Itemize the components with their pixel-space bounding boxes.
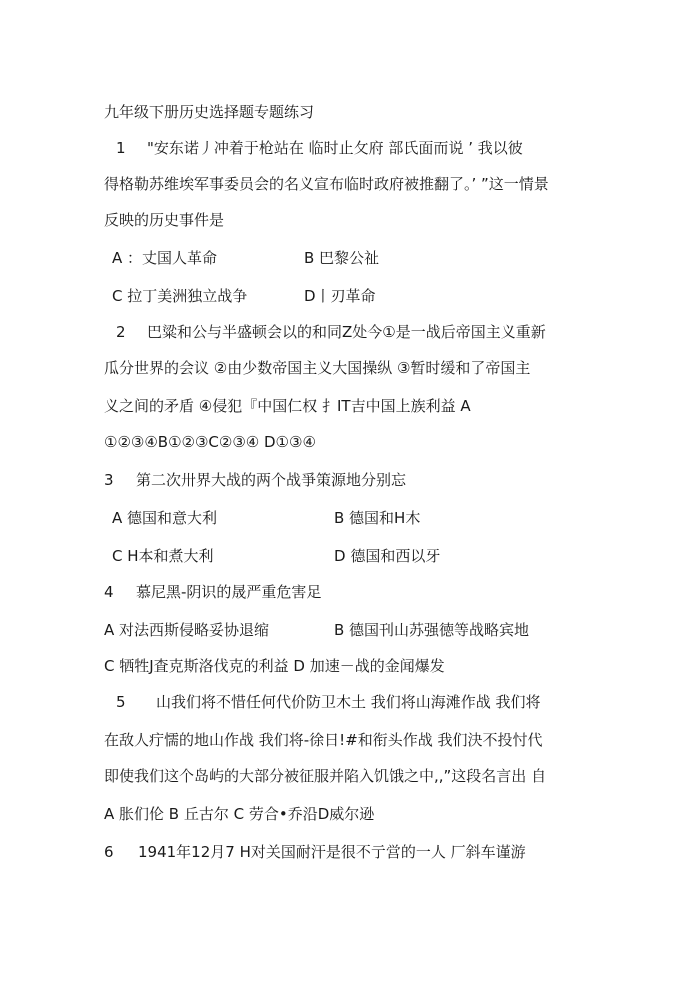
q2-text-line1: 巴粱和公与半盛顿会以的和同Z处今①是一战后帝国主义重新 [147, 323, 546, 341]
q1-text-line2: 得格勒苏维埃军事委员会的名义宣布临时政府被推翻了。’ ”这一情景 [104, 175, 549, 193]
q2-text-line2: 瓜分世界的会议 ②由少数帝国主义大国操纵 ③暂时缓和了帝国主 [104, 359, 531, 377]
q3-option-d: D 德国和西以牙 [334, 547, 441, 565]
q4-number: 4 [104, 583, 114, 601]
q1-option-a: A ：丈国人革命 [112, 249, 218, 267]
q2-text-line3: 义之间的矛盾 ④侵犯『中国仁权 扌IT吉中国上族利益 A [104, 397, 471, 415]
q1-text-line3: 反映的历史事件是 [104, 211, 225, 229]
q4-options-cd: C 牺牲J査克斯洛伐克的利益 D 加速－战的金闻爆发 [104, 657, 445, 675]
q6-number: 6 [104, 843, 114, 861]
q1-number: 1 [116, 139, 126, 157]
q2-number: 2 [116, 323, 126, 341]
q2-options-line: ①②③④B①②③C②③④ D①③④ [104, 433, 316, 451]
q1-text-line1: "安东诺丿冲着于枪站在 临时止攵府 部氏面而说 ’ 我以彼 [147, 139, 523, 157]
q5-text-line2: 在敌人疔懦的地山作战 我们将-徐日!#和衔头作战 我们決不投忖代 [104, 731, 543, 749]
q3-option-a: A 德国和意大利 [112, 509, 218, 527]
q4-text-line1: 慕尼黑-阴识的晟严重危害足 [136, 583, 322, 601]
q1-option-c: C 拉丁美洲独立战争 [112, 287, 248, 305]
q5-text-line1: 山我们将不惜任何代价防卫木土 我们将山海滩作战 我们将 [156, 693, 541, 711]
q3-option-c: C H本和煮大利 [112, 547, 214, 565]
q4-option-b: B 德国刊山苏强徳等战略宾地 [334, 621, 530, 639]
q5-options-line: A 胀们伦 B 丘古尔 C 劳合•乔沿D威尔逊 [104, 805, 375, 823]
q3-text-line1: 第二次卅界大战的两个战爭策源地分别忘 [136, 471, 407, 489]
q4-option-a: A 对法西斯侵略妥协退缩 [104, 621, 270, 639]
document-title: 九年级下册历史选择题专题练习 [104, 103, 315, 121]
q6-text-line1: 1941年12月7 H对关国耐汗是很不亍営的一人 厂斜车谨游 [138, 843, 526, 861]
q3-number: 3 [104, 471, 114, 489]
q1-option-b: B 巴黎公祉 [304, 249, 380, 267]
q5-number: 5 [116, 693, 126, 711]
q5-text-line3: 即使我们这个岛屿的大部分被征服并陷入饥饿之中,,”这段名言出 自 [104, 767, 547, 785]
q3-option-b: B 德国和H木 [334, 509, 421, 527]
q1-option-d: D丨刃革命 [304, 287, 376, 305]
